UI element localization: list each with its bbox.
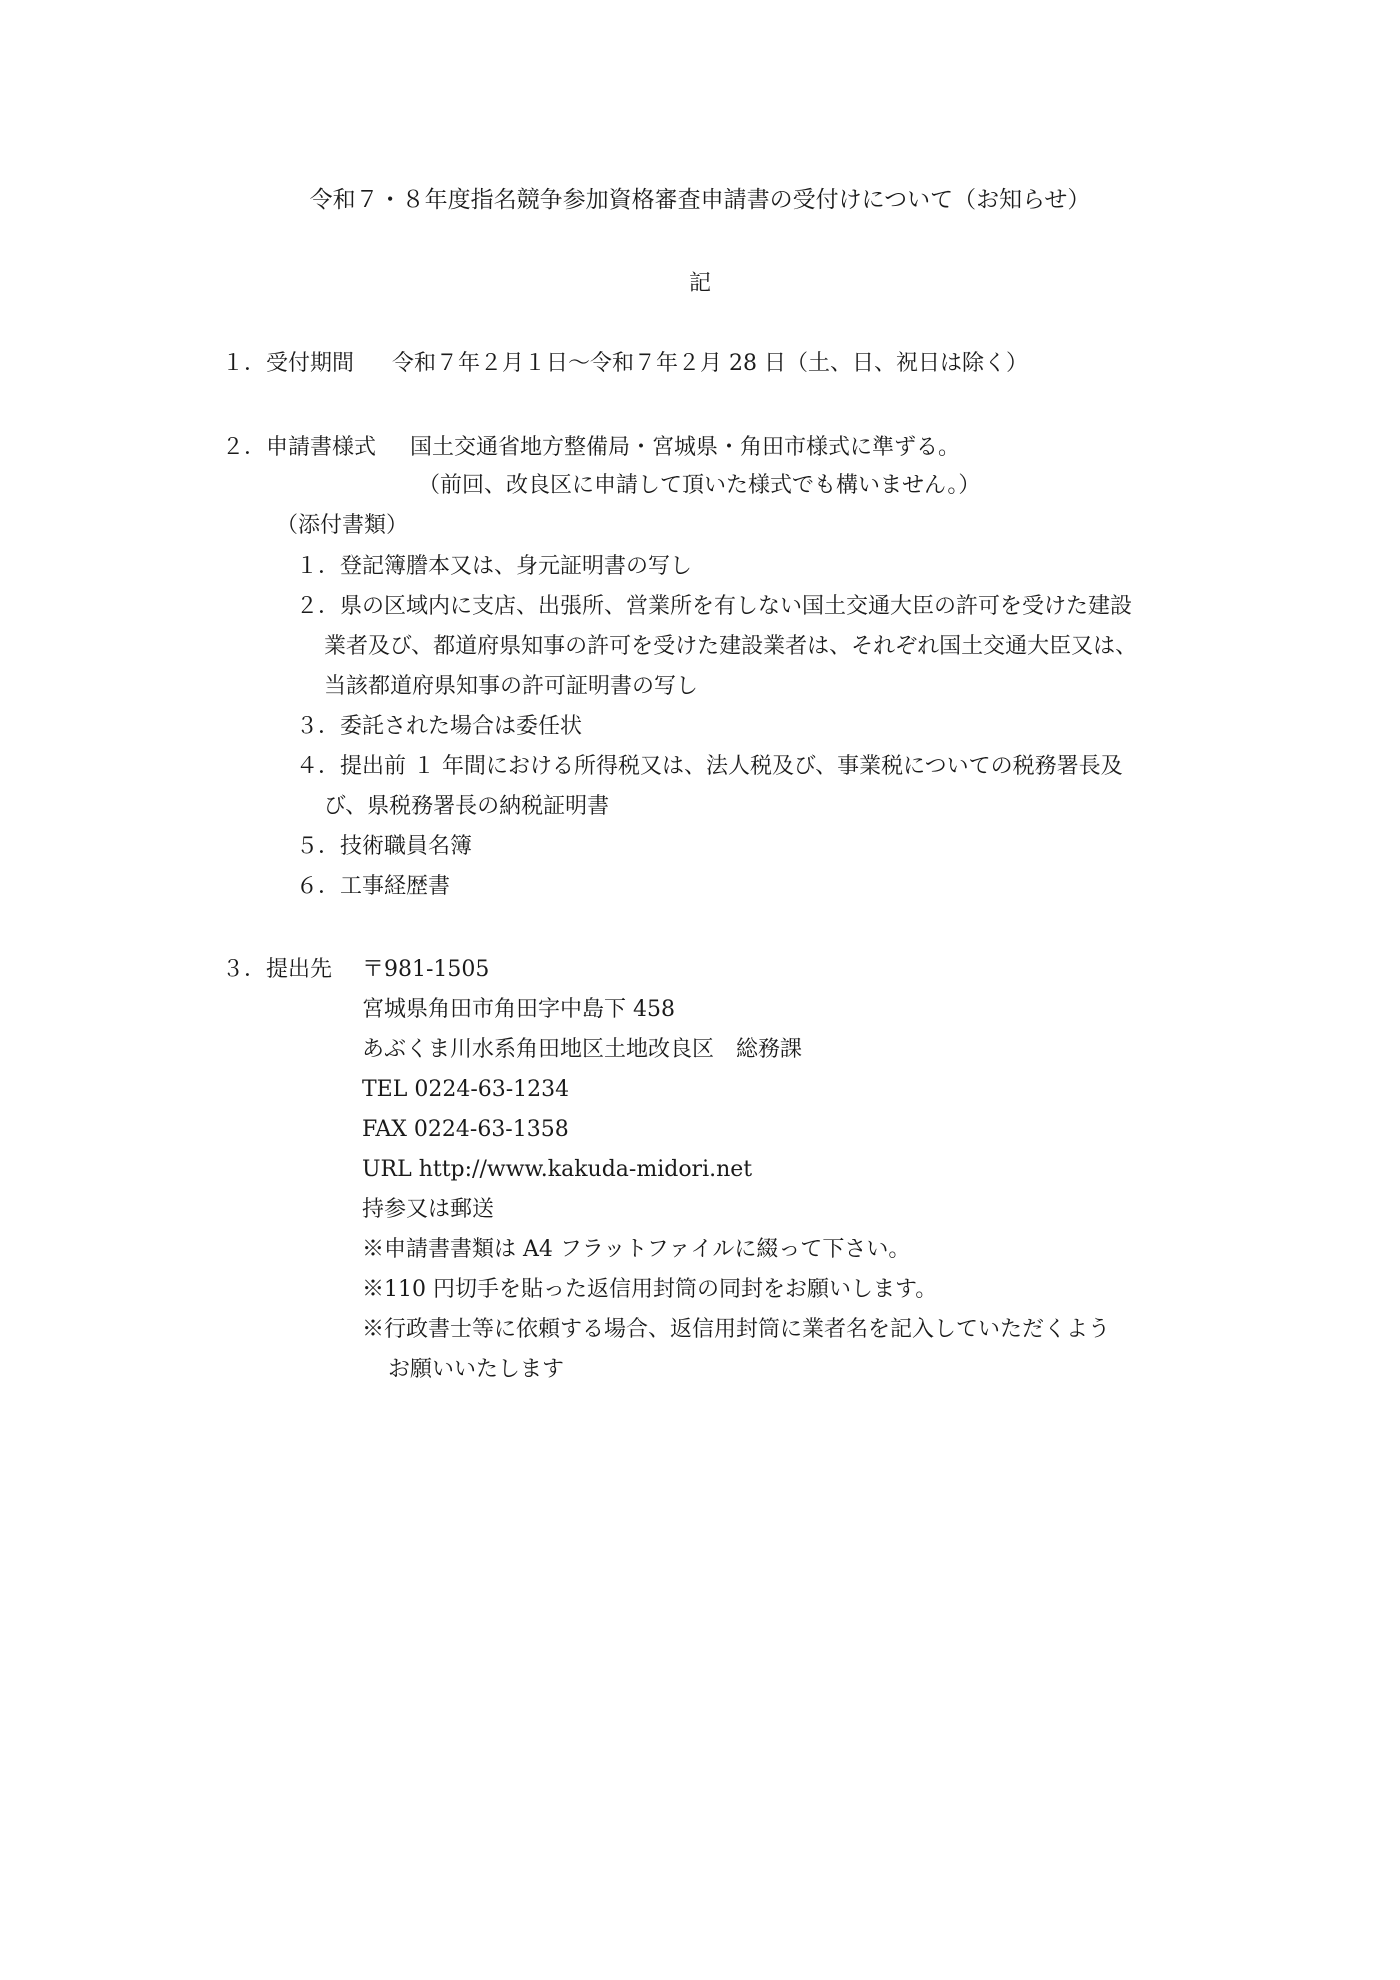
organization: あぶくま川水系角田地区土地改良区 総務課 <box>362 1037 803 1062</box>
attachment-number: ３． <box>296 714 341 739</box>
telephone: TEL 0224-63-1234 <box>362 1077 570 1102</box>
attachments-heading: （添付書類） <box>276 513 409 538</box>
attachment-text: 登記簿謄本又は、身元証明書の写し <box>340 554 693 579</box>
attachment-number: ６． <box>296 874 341 899</box>
address: 宮城県角田市角田字中島下 458 <box>362 997 675 1022</box>
attachment-text: 県の区域内に支店、出張所、営業所を有しない国土交通大臣の許可を受けた建設 <box>340 594 1133 619</box>
attachment-number: ２． <box>296 594 341 619</box>
postal-code: 〒981-1505 <box>362 957 490 982</box>
attachment-text: 工事経歴書 <box>340 874 451 899</box>
note-item: ※行政書士等に依頼する場合、返信用封筒に業者名を記入していただくよう <box>362 1317 1111 1342</box>
attachment-number: １． <box>296 554 341 579</box>
section2-note: （前回、改良区に申請して頂いた様式でも構いません。） <box>418 473 981 498</box>
attachment-number: ５． <box>296 834 341 859</box>
section2-text: 国土交通省地方整備局・宮城県・角田市様式に準ずる。 <box>410 435 961 460</box>
note-item-continued: お願いいたします <box>388 1357 565 1382</box>
attachment-text: び、県税務署長の納税証明書 <box>324 794 610 819</box>
note-item: ※申請書書類は A4 フラットファイルに綴って下さい。 <box>362 1237 911 1262</box>
section2-label: ２．申請書様式 <box>222 435 377 460</box>
attachment-text: 提出前 １ 年間における所得税又は、法人税及び、事業税についての税務署長及 <box>340 754 1123 779</box>
section1-label: １．受付期間 <box>222 351 355 376</box>
attachment-text: 業者及び、都道府県知事の許可を受けた建設業者は、それぞれ国土交通大臣又は、 <box>324 634 1138 659</box>
fax: FAX 0224-63-1358 <box>362 1117 569 1142</box>
delivery-method: 持参又は郵送 <box>362 1197 495 1222</box>
ki-heading: 記 <box>688 271 711 296</box>
attachment-number: ４． <box>296 754 341 779</box>
website-url: URL http://www.kakuda-midori.net <box>362 1157 753 1182</box>
attachment-text: 委託された場合は委任状 <box>340 714 583 739</box>
note-item: ※110 円切手を貼った返信用封筒の同封をお願いします。 <box>362 1277 938 1302</box>
attachment-text: 当該都道府県知事の許可証明書の写し <box>324 674 699 699</box>
document-title: 令和７・８年度指名競争参加資格審査申請書の受付けについて（お知らせ） <box>309 187 1091 213</box>
section3-label: ３．提出先 <box>222 957 333 982</box>
attachment-text: 技術職員名簿 <box>340 834 473 859</box>
section1-text: 令和７年２月１日～令和７年２月 28 日（土、日、祝日は除く） <box>392 351 1028 376</box>
